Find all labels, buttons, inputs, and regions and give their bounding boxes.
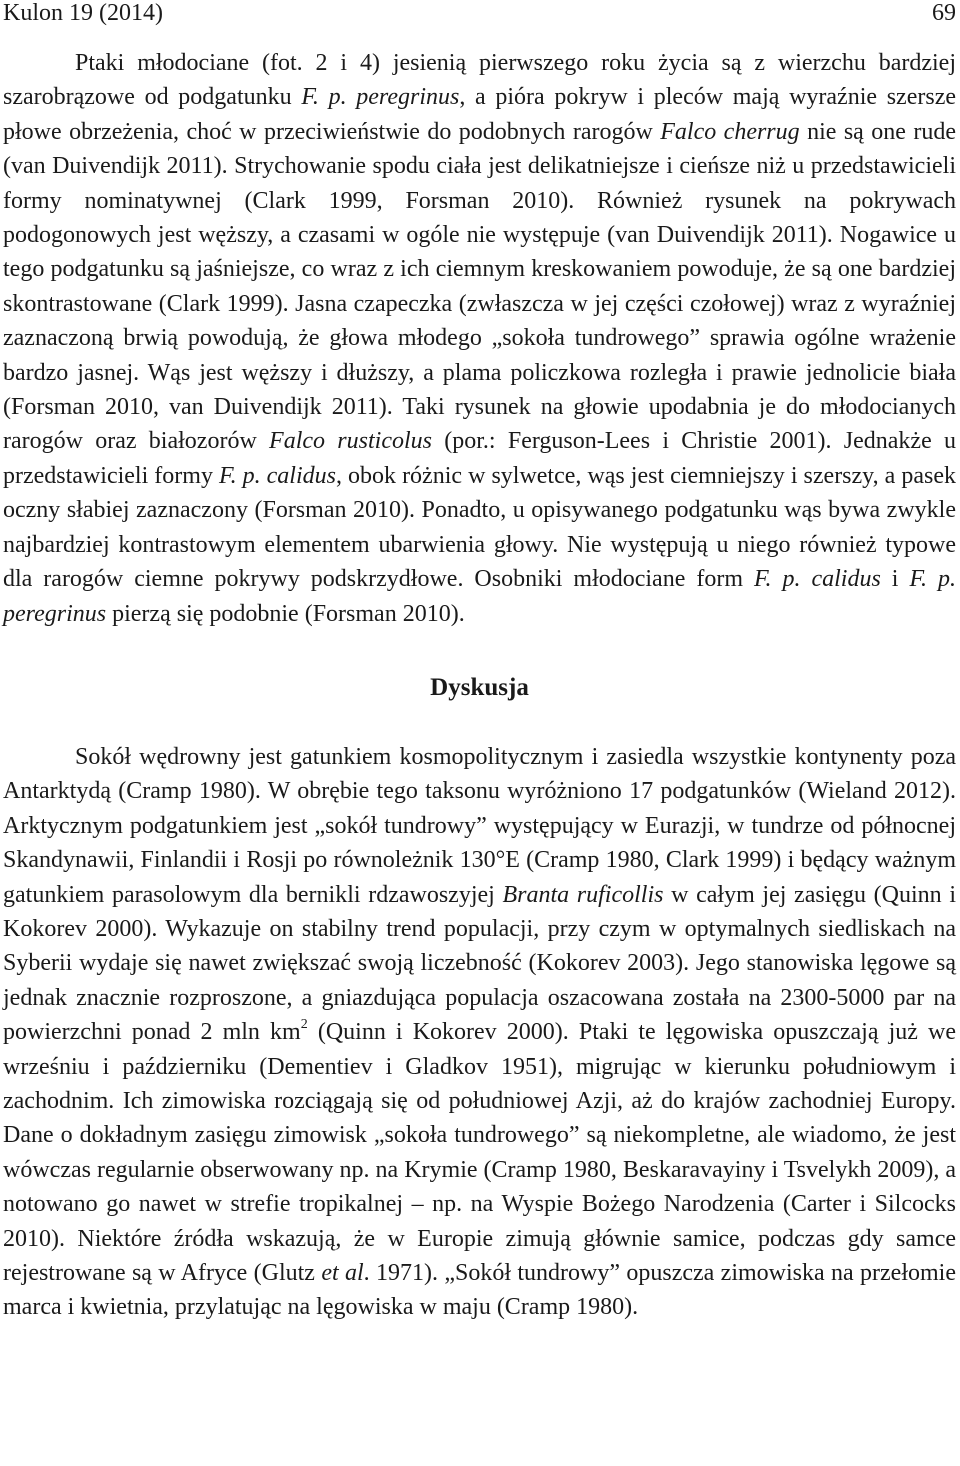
text-run: w całym jej zasięgu (Quinn i Kokorev 2000). Wykazuje on stabilny trend populacji, przy czym w optymalnych siedliskach na Syberii wydaje się nawet zwiększać swoją liczebność (Kokorev 2003). Jego stanowiska lęgowe są jednak znacznie rozproszone, a gniazdująca populacja oszacowana została na 2300-5000 par na powierzchni ponad 2 mln km: [3, 881, 956, 1046]
text-run: , a pióra pokryw i pleców mają wyraźnie szersze płowe obrzeżenia, choć w przeciwieństwie do podobnych rarogów: [3, 84, 956, 145]
section-heading: Dyskusja: [430, 673, 529, 701]
paragraph-juvenile-plumage: [3, 46, 956, 631]
text-run: nie są one rude (van Duivendijk 2011). Strychowanie spodu ciała jest delikatniejsze i cieńsze niż u przedstawicieli formy nominatywnej (Clark 1999, Forsman 2010). Również rysunek na pokrywach podogonowych jest węższy, a czasami w ogóle nie występuje (van Duivendijk 2011). Nogawice u tego podgatunku są jaśniejsze, co wraz z ich ciemnym kreskowaniem powoduje, że są one bardziej skontrastowane (Clark 1999). Jasna czapeczka (zwłaszcza w jej części czołowej) wraz z wyraźniej zaznaczoną brwią powodują, że głowa młodego „sokoła tundrowego” sprawia ogólne wrażenie bardzo jasnej. Wąs jest węższy i dłuższy, a plama policzkowa rozległa i prawie jednolicie biała (Forsman 2010, van Duivendijk 2011). Taki rysunek na głowie upodabnia je do młodocianych rarogów oraz białozorów: [3, 118, 957, 455]
journal-title: Kulon 19 (2014): [3, 0, 163, 26]
species-name: Falco rusticolus: [269, 428, 432, 455]
article-body: [3, 46, 956, 1325]
species-name: F. p. calidus: [753, 566, 881, 593]
paragraph-discussion: [3, 740, 956, 1325]
species-name: F. p. peregrinus: [3, 566, 956, 627]
text-run: (Quinn i Kokorev 2000). Ptaki te lęgowiska opuszczają już we wrześniu i październiku (Dementiev i Gladkov 1951), migrując w kierunku południowym i zachodnim. Ich zimowiska rozciągają się od południowej Azji, aż do krajów zachodniej Europy. Dane o dokładnym zasięgu zimowisk „sokoła tundrowego” są niekompletne, ale wiadomo, że jest wówczas regularnie obserwowany np. na Krymie (Cramp 1980, Beskaravayiny i Tsvelykh 2009), a notowano go nawet w strefie tropikalnej – np. na Wyspie Bożego Narodzenia (Carter i Silcocks 2010). Niektóre źródła wskazują, że w Europie zimują głównie samice, podczas gdy samce rejestrowane są w Afryce (Glutz: [3, 1019, 956, 1286]
species-name: Falco cherrug: [660, 118, 800, 145]
species-name: F. p. calidus: [219, 462, 336, 489]
text-run: i: [880, 566, 910, 593]
text-run: pierzą się podobnie (Forsman 2010).: [106, 600, 465, 627]
text-run: Sokół wędrowny jest gatunkiem kosmopolitycznym i zasiedla wszystkie kontynenty poza Antarktydą (Cramp 1980). W obrębie tego taksonu wyróżniono 17 podgatunków (Wieland 2012). Arktycznym podgatunkiem jest „sokół tundrowy” występujący w Eurazji, w tundrze od północnej Skandynawii, Finlandii i Rosji po równoleżnik 130°E (Cramp 1980, Clark 1999) i będący ważnym gatunkiem parasolowym dla bernikli rdzawoszyjej: [3, 743, 956, 908]
species-name: Branta ruficollis: [502, 881, 664, 908]
text-run: Ptaki młodociane (fot. 2 i 4) jesienią pierwszego roku życia są z wierzchu bardziej szarobrązowe od podgatunku: [3, 50, 956, 111]
text-run: . 1971). „Sokół tundrowy” opuszcza zimowiska na przełomie marca i kwietnia, przylatując na lęgowiska w maju (Cramp 1980).: [3, 1260, 956, 1321]
text-run: (por.: Ferguson-Lees i Christie 2001). Jednakże u przedstawicieli formy: [3, 428, 957, 489]
species-name: F. p. peregrinus: [301, 84, 460, 111]
citation-etal: et al: [321, 1260, 364, 1286]
superscript: 2: [300, 1017, 308, 1033]
text-run: , obok różnic w sylwetce, wąs jest ciemniejszy i szerszy, a pasek oczny słabiej zaznaczony (Forsman 2010). Ponadto, u opisywanego podgatunku wąs bywa zwykle najbardziej kontrastowym elementem ubarwienia głowy. Nie występują u niego również typowe dla rarogów ciemne pokrywy podskrzydłowe. Osobniki młodociane form: [3, 462, 956, 593]
running-header: [0, 0, 960, 28]
page-number: 69: [932, 0, 956, 26]
